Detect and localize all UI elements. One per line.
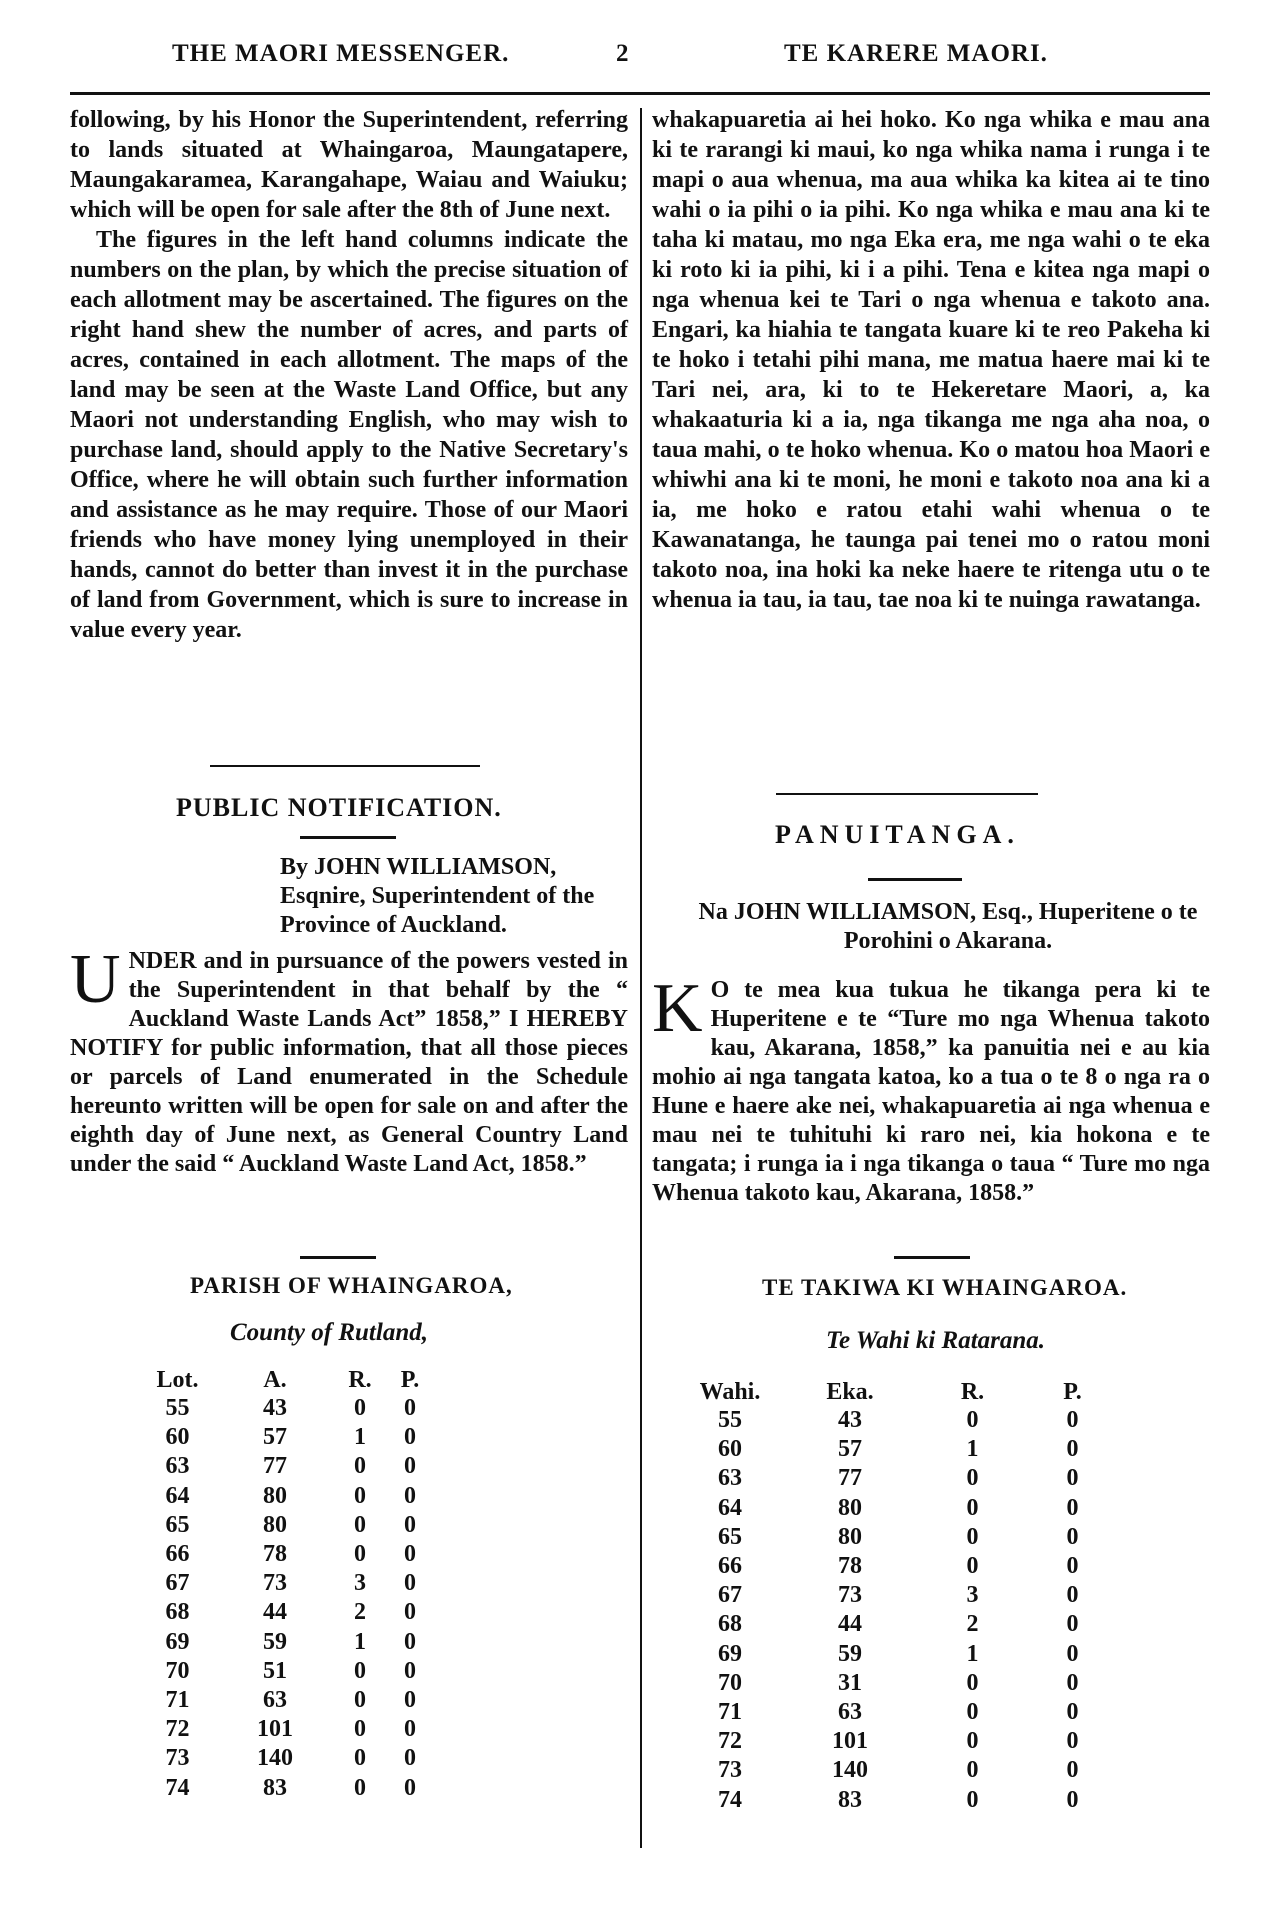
- maori-table-row: [680, 1785, 1120, 1814]
- english-table-cell: 0: [404, 1453, 416, 1480]
- maori-table-cell: 3: [966, 1582, 979, 1609]
- english-lot-table: [140, 1366, 435, 1803]
- maori-table-cell: 74: [718, 1786, 742, 1813]
- maori-table-cell: 0: [966, 1523, 979, 1550]
- maori-table-cell: 65: [718, 1523, 742, 1550]
- english-table-row: [140, 1569, 435, 1598]
- header-rule: [70, 92, 1210, 95]
- maori-table-row: [680, 1610, 1120, 1639]
- maori-table-cell: 80: [838, 1523, 862, 1550]
- english-byline-rule: [300, 836, 396, 839]
- english-table-cell: 73: [263, 1570, 287, 1597]
- maori-table-row: [680, 1698, 1120, 1727]
- maori-table-row: [680, 1756, 1120, 1785]
- english-county: County of Rutland,: [230, 1319, 428, 1346]
- english-table-cell: 64: [165, 1482, 190, 1509]
- maori-table-cell: 2: [966, 1611, 979, 1638]
- maori-intro: [652, 105, 1210, 615]
- maori-table-cell: 101: [832, 1728, 868, 1755]
- maori-table-cell: 63: [838, 1698, 862, 1725]
- maori-schedule-rule: [894, 1256, 970, 1259]
- maori-table-cell: 55: [718, 1407, 742, 1434]
- english-table-cell: 65: [165, 1511, 190, 1538]
- maori-table-row: [680, 1581, 1120, 1610]
- column-divider: [640, 108, 642, 1848]
- maori-table-cell: 0: [966, 1786, 979, 1813]
- english-table-cell: 0: [404, 1424, 416, 1451]
- english-dropcap: U: [70, 941, 121, 1018]
- english-table-cell: 2: [354, 1599, 366, 1626]
- maori-table-cell: 80: [838, 1494, 862, 1521]
- maori-table-cell: 83: [838, 1786, 862, 1813]
- english-table-cell: 72: [165, 1716, 190, 1743]
- english-table-cell: 0: [404, 1395, 416, 1422]
- maori-table-cell: 73: [838, 1582, 862, 1609]
- maori-table-cell: 0: [966, 1669, 979, 1696]
- maori-table-cell: 69: [718, 1640, 742, 1667]
- english-table-cell: 0: [404, 1657, 416, 1684]
- english-table-cell: 63: [165, 1453, 190, 1480]
- maori-table-cell: 0: [1066, 1698, 1079, 1725]
- maori-parish: TE TAKIWA KI WHAINGAROA.: [762, 1275, 1128, 1300]
- maori-column-header: Eka.: [826, 1378, 874, 1405]
- maori-table-cell: 71: [718, 1698, 742, 1725]
- maori-table-cell: 0: [1066, 1407, 1079, 1434]
- maori-section-rule: [776, 793, 1038, 795]
- english-intro-paragraph-1: following, by his Honor the Superintendent, referring to lands situated at Whaingaroa, Maungatapere, Maungakaramea, Karangahape, Waiau and Waiuku; which will be open for sale after the 8th of June next.: [70, 107, 628, 223]
- english-table-row: [140, 1773, 435, 1802]
- english-table-cell: 0: [354, 1745, 366, 1772]
- english-table-cell: 73: [165, 1745, 190, 1772]
- english-table-cell: 0: [404, 1570, 416, 1597]
- maori-section-title: PANUITANGA.: [775, 820, 1020, 849]
- english-table-cell: 0: [404, 1541, 416, 1568]
- maori-table-cell: 0: [1066, 1582, 1079, 1609]
- maori-table-cell: 59: [838, 1640, 862, 1667]
- english-parish: PARISH OF WHAINGAROA,: [190, 1273, 513, 1298]
- english-table-row: [140, 1628, 435, 1657]
- maori-notice-text: O te mea kua tukua he tikanga pera ki te Huperitene e te “Ture mo nga Whenua takoto kau, Akarana, 1858,” ka panuitia nei e au kia mohio ai nga tangata katoa, ko a tua o te 8 o nga ra o Hune e haere ake nei, whakapuaretia ai nga whenua e mau nei te tuhituhi ki raro nei, kia hokona e te tangata; i runga ia i nga tikanga o taua “ Ture mo nga Whenua takoto kau, Akarana, 1858.”: [652, 977, 1210, 1206]
- english-table-cell: 0: [354, 1541, 366, 1568]
- maori-table-cell: 66: [718, 1553, 742, 1580]
- maori-table-cell: 0: [1066, 1611, 1079, 1638]
- page-number: 2: [616, 40, 630, 67]
- english-table-cell: 43: [263, 1395, 287, 1422]
- english-table-cell: 0: [354, 1774, 366, 1801]
- maori-county: Te Wahi ki Ratarana.: [826, 1327, 1046, 1354]
- maori-table-row: [680, 1523, 1120, 1552]
- english-column-header: P.: [400, 1366, 420, 1393]
- maori-table-row: [680, 1435, 1120, 1464]
- maori-table-cell: 67: [718, 1582, 742, 1609]
- maori-table-cell: 44: [838, 1611, 862, 1638]
- maori-table-row: [680, 1640, 1120, 1669]
- maori-table-cell: 0: [1066, 1553, 1079, 1580]
- maori-lot-table: [680, 1378, 1120, 1815]
- english-table-cell: 0: [404, 1628, 416, 1655]
- maori-table-cell: 0: [1066, 1436, 1079, 1463]
- english-table-row: [140, 1540, 435, 1569]
- english-table-cell: 74: [165, 1774, 190, 1801]
- maori-table-cell: 0: [966, 1465, 979, 1492]
- english-table-cell: 0: [404, 1774, 416, 1801]
- maori-column-header: P.: [1063, 1378, 1082, 1405]
- english-table-cell: 0: [354, 1395, 366, 1422]
- english-table-cell: 67: [165, 1570, 190, 1597]
- maori-table-row: [680, 1552, 1120, 1581]
- english-table-cell: 51: [263, 1657, 287, 1684]
- english-byline: By JOHN WILLIAMSON, Esqnire, Superintendent of the Province of Auckland.: [280, 854, 595, 938]
- maori-table-row: [680, 1406, 1120, 1435]
- english-table-cell: 0: [354, 1482, 366, 1509]
- maori-table-row: [680, 1727, 1120, 1756]
- maori-table-cell: 64: [718, 1494, 742, 1521]
- english-table-cell: 44: [263, 1599, 287, 1626]
- maori-table-cell: 0: [1066, 1669, 1079, 1696]
- english-table-cell: 69: [165, 1628, 190, 1655]
- english-table-cell: 0: [354, 1453, 366, 1480]
- english-table-cell: 0: [404, 1686, 416, 1713]
- english-table-row: [140, 1394, 435, 1423]
- maori-byline-rule: [868, 878, 962, 881]
- english-intro-paragraph-2: The figures in the left hand columns indicate the numbers on the plan, by which the precise situation of each allotment may be ascertained. The figures on the right hand shew the number of acres, and parts of acres, contained in each allotment. The maps of the land may be seen at the Waste Land Office, but any Maori not understanding English, who may wish to purchase land, should apply to the Native Secretary's Office, where he will obtain such further information and assistance as he may require. Those of our Maori friends who have money lying unemployed in their hands, cannot do better than invest it in the purchase of land from Government, which is sure to increase in value every year.: [70, 227, 628, 643]
- english-table-cell: 55: [165, 1395, 190, 1422]
- maori-table-cell: 1: [966, 1640, 979, 1667]
- english-section-title: PUBLIC NOTIFICATION.: [176, 793, 502, 822]
- english-column-header: R.: [348, 1366, 372, 1393]
- maori-table-cell: 68: [718, 1611, 742, 1638]
- english-table-cell: 1: [354, 1424, 366, 1451]
- maori-table-cell: 77: [838, 1465, 862, 1492]
- maori-table-cell: 0: [966, 1494, 979, 1521]
- english-notice-text: NDER and in pursuance of the powers vested in the Superintendent in that behalf by the “ Auckland Waste Lands Act” 1858,” I HEREBY NOTIFY for public information, that all those pieces or parcels of Land enumerated in the Schedule hereunto written will be open for sale on and after the eighth day of June next, as General Country Land under the said “ Auckland Waste Land Act, 1858.”: [70, 948, 628, 1177]
- maori-table-cell: 0: [1066, 1640, 1079, 1667]
- maori-table-cell: 0: [1066, 1786, 1079, 1813]
- english-table-cell: 3: [354, 1570, 366, 1597]
- english-table-cell: 70: [165, 1657, 190, 1684]
- english-table-cell: 59: [263, 1628, 287, 1655]
- maori-table-cell: 0: [966, 1757, 979, 1784]
- english-section-rule: [210, 765, 480, 767]
- english-column-header: A.: [263, 1366, 287, 1393]
- english-table-row: [140, 1423, 435, 1452]
- maori-table-cell: 0: [1066, 1728, 1079, 1755]
- header-english-title: THE MAORI MESSENGER.: [172, 40, 510, 67]
- maori-table-cell: 31: [838, 1669, 862, 1696]
- english-table-cell: 66: [165, 1541, 190, 1568]
- english-table-row: [140, 1482, 435, 1511]
- maori-notice: [652, 970, 1210, 1208]
- maori-table-cell: 0: [966, 1728, 979, 1755]
- english-table-cell: 0: [354, 1716, 366, 1743]
- english-table-cell: 101: [257, 1716, 293, 1743]
- english-table-row: [140, 1686, 435, 1715]
- maori-table-cell: 1: [966, 1436, 979, 1463]
- english-table-cell: 63: [263, 1686, 287, 1713]
- maori-column-header: R.: [960, 1378, 985, 1405]
- english-intro: [70, 105, 628, 645]
- english-column-header: Lot.: [156, 1366, 199, 1393]
- english-table-cell: 0: [354, 1657, 366, 1684]
- english-table-cell: 80: [263, 1482, 287, 1509]
- maori-table-cell: 78: [838, 1553, 862, 1580]
- maori-table-cell: 0: [1066, 1465, 1079, 1492]
- english-table-cell: 0: [404, 1745, 416, 1772]
- maori-table-cell: 0: [966, 1553, 979, 1580]
- english-table-row: [140, 1452, 435, 1481]
- maori-table-row: [680, 1669, 1120, 1698]
- english-table-cell: 140: [257, 1745, 293, 1772]
- maori-table-cell: 0: [1066, 1757, 1079, 1784]
- header-maori-title: TE KARERE MAORI.: [784, 40, 1048, 67]
- english-table-row: [140, 1715, 435, 1744]
- english-table-cell: 60: [165, 1424, 190, 1451]
- english-schedule-rule: [300, 1256, 376, 1259]
- english-table-cell: 0: [404, 1599, 416, 1626]
- maori-table-cell: 73: [718, 1757, 742, 1784]
- english-table-row: [140, 1598, 435, 1627]
- english-table-cell: 71: [165, 1686, 190, 1713]
- english-table-cell: 78: [263, 1541, 287, 1568]
- maori-byline: Na JOHN WILLIAMSON, Esq., Huperitene o te Porohini o Akarana.: [698, 899, 1198, 954]
- english-table-cell: 80: [263, 1511, 287, 1538]
- english-table-cell: 0: [354, 1511, 366, 1538]
- english-table-row: [140, 1657, 435, 1686]
- english-table-cell: 1: [354, 1628, 366, 1655]
- maori-table-cell: 0: [1066, 1523, 1079, 1550]
- maori-table-cell: 140: [832, 1757, 868, 1784]
- maori-dropcap: K: [652, 970, 703, 1047]
- maori-table-row: [680, 1464, 1120, 1493]
- maori-table-cell: 63: [718, 1465, 742, 1492]
- english-notice: [70, 941, 628, 1179]
- english-table-cell: 0: [404, 1716, 416, 1743]
- english-table-cell: 83: [263, 1774, 287, 1801]
- english-table-row: [140, 1511, 435, 1540]
- maori-table-cell: 60: [718, 1436, 742, 1463]
- maori-table-cell: 0: [966, 1407, 979, 1434]
- maori-intro-paragraph: whakapuaretia ai hei hoko. Ko nga whika e mau ana ki te rarangi ki maui, ko nga whika nama i runga i te mapi o aua whenua, ma aua whika ka kitea ai te tino wahi o ia pihi o ia pihi. Ko nga whika e mau ana ki te taha ki matau, mo nga Eka era, me nga wahi o te eka ki roto ki ia pihi, ki i a pihi. Tena e kitea nga mapi o nga whenua kei te Tari o nga whenua e takoto ana. Engari, ka hiahia te tangata kuare ki te reo Pakeha ki te hoko i tetahi pihi mana, me matua haere mai ki te Tari nei, ara, ki to te Hekeretare Maori, a, ka whakaaturia ki a ia, nga tikanga me nga aha noa, o taua mahi, o te hoko whenua. Ko o matou hoa Maori e whiwhi ana ki te moni, he moni e takoto noa ana ki a ia, me hoko e ratou etahi wahi whenua o te Kawanatanga, he taunga pai tenei mo o ratou moni takoto noa, ina hoki ka neke haere te ritenga utu o te whenua ia tau, ia tau, tae noa ki te nuinga rawatanga.: [652, 107, 1210, 613]
- english-table-cell: 77: [263, 1453, 287, 1480]
- maori-column-header: Wahi.: [699, 1378, 761, 1405]
- maori-table-cell: 57: [838, 1436, 862, 1463]
- maori-table-cell: 70: [718, 1669, 742, 1696]
- maori-table-cell: 72: [718, 1728, 742, 1755]
- english-table-cell: 68: [165, 1599, 190, 1626]
- english-table-row: [140, 1744, 435, 1773]
- maori-table-row: [680, 1494, 1120, 1523]
- english-table-cell: 57: [263, 1424, 287, 1451]
- maori-table-cell: 0: [1066, 1494, 1079, 1521]
- maori-table-cell: 43: [838, 1407, 862, 1434]
- english-table-cell: 0: [404, 1511, 416, 1538]
- english-table-cell: 0: [354, 1686, 366, 1713]
- english-table-cell: 0: [404, 1482, 416, 1509]
- maori-table-cell: 0: [966, 1698, 979, 1725]
